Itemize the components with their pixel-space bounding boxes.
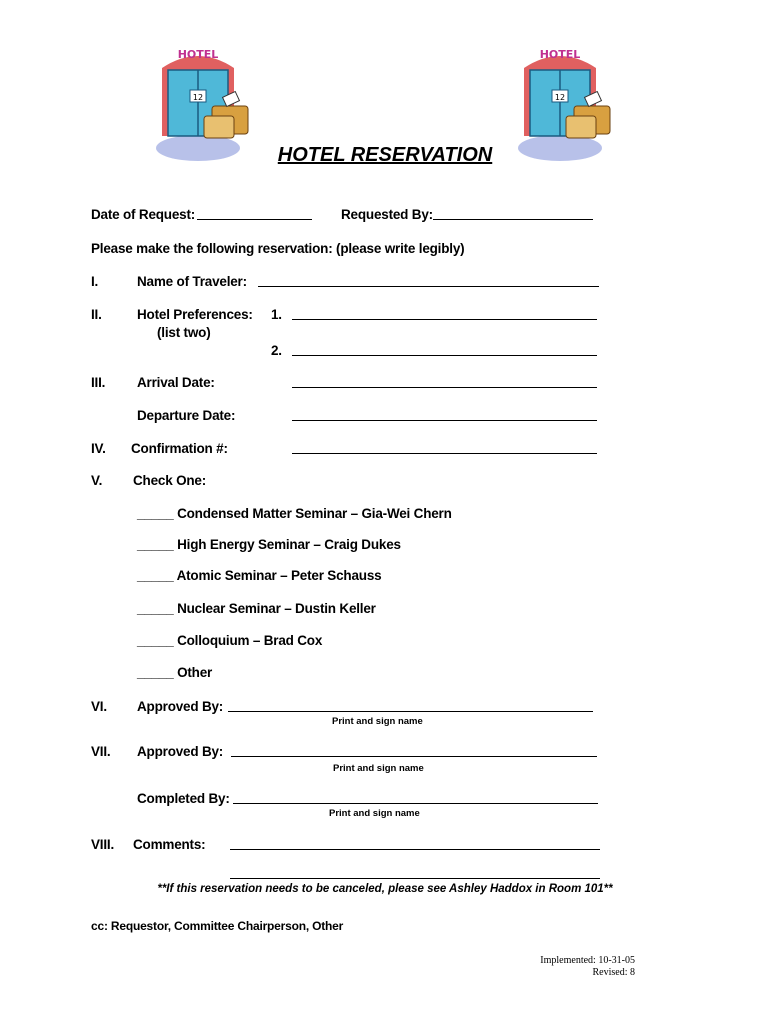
door-number: 12 [192,93,204,102]
revision-number: Revised: 8 [592,967,635,978]
print-sign-hint: Print and sign name [329,808,420,819]
confirmation-field[interactable] [292,453,597,454]
hotel-sign: HOTEL [539,48,581,61]
comments-field-line-1[interactable] [230,849,600,850]
print-sign-hint: Print and sign name [333,763,424,774]
confirmation-label: Confirmation #: [131,441,228,456]
completed-by-field[interactable] [233,803,598,804]
completed-by-label: Completed By: [137,791,230,806]
section-number: III. [91,375,106,390]
date-of-request-field[interactable] [197,219,312,220]
arrival-date-field[interactable] [292,387,597,388]
section-number: VII. [91,744,111,759]
hotel-preference-2-field[interactable] [292,355,597,356]
departure-date-label: Departure Date: [137,408,236,423]
comments-label: Comments: [133,837,206,852]
date-of-request-label: Date of Request: [91,207,196,222]
departure-date-field[interactable] [292,420,597,421]
cc-line: cc: Requestor, Committee Chairperson, Other [91,919,344,933]
approved-by-label: Approved By: [137,699,224,714]
arrival-date-label: Arrival Date: [137,375,215,390]
comments-field-line-2[interactable] [230,878,600,879]
door-number: 12 [554,93,566,102]
preference-number: 1. [271,307,282,322]
hotel-preferences-sublabel: (list two) [157,325,211,340]
hotel-preference-1-field[interactable] [292,319,597,320]
check-option-high-energy[interactable]: _____ High Energy Seminar – Craig Dukes [137,537,401,552]
section-number: VI. [91,699,107,714]
check-option-atomic[interactable]: _____ Atomic Seminar – Peter Schauss [137,568,382,583]
preference-number: 2. [271,343,282,358]
page-title: HOTEL RESERVATION [277,144,493,166]
hotel-sign: HOTEL [177,48,219,61]
section-number: VIII. [91,837,115,852]
instruction-text: Please make the following reservation: (please write legibly) [91,241,465,256]
name-of-traveler-label: Name of Traveler: [137,274,247,289]
cancel-note: **If this reservation needs to be canceled, please see Ashley Haddox in Room 101** [157,883,613,895]
approved-by-label-2: Approved By: [137,744,224,759]
section-number: V. [91,473,103,488]
print-sign-hint: Print and sign name [332,716,423,727]
requested-by-label: Requested By: [341,207,433,222]
requested-by-field[interactable] [433,219,593,220]
section-number: II. [91,307,102,322]
hotel-preferences-label: Hotel Preferences: [137,307,253,322]
check-one-label: Check One: [133,473,207,488]
check-option-nuclear[interactable]: _____ Nuclear Seminar – Dustin Keller [137,601,376,616]
approved-by-field-2[interactable] [231,756,597,757]
name-of-traveler-field[interactable] [258,286,599,287]
section-number: I. [91,274,99,289]
check-option-condensed-matter[interactable]: _____ Condensed Matter Seminar – Gia-Wei Chern [137,506,452,521]
approved-by-field-1[interactable] [228,711,593,712]
implemented-date: Implemented: 10-31-05 [540,955,635,966]
section-number: IV. [91,441,106,456]
check-option-other[interactable]: _____ Other [137,665,213,680]
check-option-colloquium[interactable]: _____ Colloquium – Brad Cox [137,633,323,648]
